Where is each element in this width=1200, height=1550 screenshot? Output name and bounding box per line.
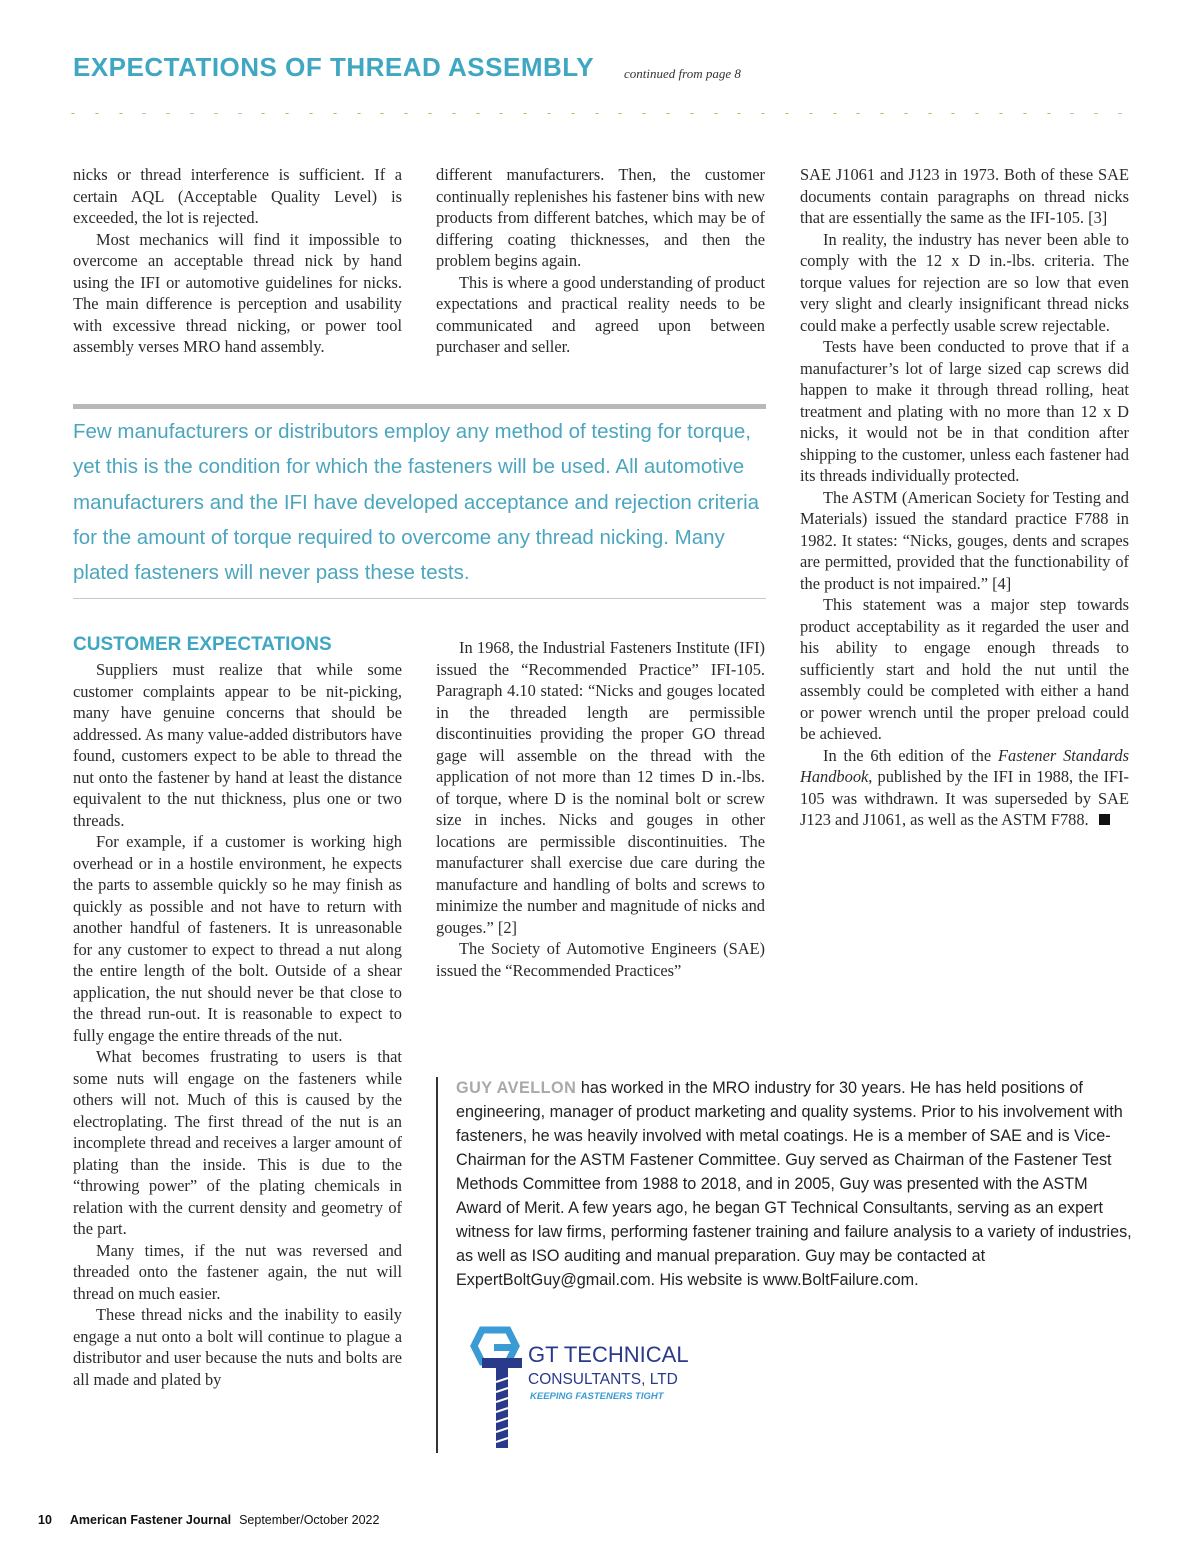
bio-text: has worked in the MRO industry for 30 years. He has held positions of engineering, manager of product marketing and quality systems. Prior to his involvement with fasteners, he was heavily involved with metal coatings. He is a member of SAE and is Vice-Chairman for the ASTM Fastener Committee. Guy served as Chairman of the Fastener Test Methods Committee from 1988 to 2018, and in 2005, Guy was presented with the ASTM Award of Merit. A few years ago, he began GT Technical Consultants, serving as an expert witness for law firms, performing fastener training and failure analysis to a variety of industries, as well as ISO auditing and manual preparation. Guy may be contacted at ExpertBoltGuy@gmail.com. His website is www.BoltFailure.com. xyxy=(456,1079,1132,1289)
column-1-top xyxy=(73,164,402,358)
book-title: Fastener Standards Handbook xyxy=(800,745,1129,786)
divider-dot xyxy=(689,113,695,114)
divider-dot xyxy=(950,113,956,114)
divider-dot xyxy=(379,113,385,114)
divider-dot xyxy=(118,113,124,114)
divider-dot xyxy=(974,113,980,114)
article-title: EXPECTATIONS OF THREAD ASSEMBLY xyxy=(73,52,595,82)
divider-dot xyxy=(165,113,171,114)
divider-dot xyxy=(998,113,1004,114)
paragraph: What becomes frustrating to users is that some nuts will engage on the fasteners while others will not. Much of this is caused by the electroplating. The first thread of the nut is an incomplete thread and receives a larger amount of plating than the inside. This is due to the “throwing power” of the plating chemicals in relation with the current density and geometry of the part. xyxy=(73,1047,402,1238)
paragraph: For example, if a customer is working high overhead or in a hostile environment, he expects the parts to assemble quickly so he may finish as quickly as possible and not have to return with another handful of fasteners. It is unreasonable for any customer to expect to thread a nut along the entire length of the bolt. Outside of a shear application, the nut should never be that close to the thread run-out. It is reasonable to expect to fully engage the entire threads of the nut. xyxy=(73,832,402,1045)
divider-dot xyxy=(1022,113,1028,114)
logo-line-2: CONSULTANTS, LTD xyxy=(528,1371,678,1388)
divider-dot xyxy=(94,113,100,114)
divider-dot xyxy=(451,113,457,114)
divider-dot xyxy=(784,113,790,114)
bio-rule xyxy=(436,1077,438,1453)
journal-name: American Fastener Journal xyxy=(69,1513,232,1527)
paragraph: In reality, the industry has never been able to comply with the 12 x D in.-lbs. criteria. The torque values for rejection are so low that even very slight and clearly insignificant thread nicks could make a perfectly usable screw rejectable. xyxy=(800,229,1129,335)
page-number: 10 xyxy=(38,1513,52,1527)
text-run: , published by the IFI in 1988, the IFI-105 was withdrawn. It was superseded by SAE J123 and J1061, as well as the ASTM F788. xyxy=(800,767,1129,829)
divider-dot xyxy=(808,113,814,114)
divider-dot xyxy=(617,113,623,114)
column-2-bottom xyxy=(436,637,765,981)
divider-dot xyxy=(403,113,409,114)
logo-tagline: KEEPING FASTENERS TIGHT xyxy=(530,1391,664,1402)
page-footer xyxy=(38,1513,379,1527)
end-of-article-mark xyxy=(1099,814,1110,825)
divider-dot xyxy=(546,113,552,114)
logo-graphic xyxy=(456,1326,716,1452)
paragraph: This statement was a major step towards product acceptability as it regarded the user and his ability to engage enough threads to sufficiently start and hold the nut until the assembly could be completed with either a hand or power wrench until the proper preload could be achieved. xyxy=(800,595,1129,743)
divider-dot xyxy=(903,113,909,114)
paragraph: different manufacturers. Then, the customer continually replenishes his fastener bins with new products from different batches, which may be of differing coating thicknesses, and then the problem begins again. xyxy=(436,165,765,270)
paragraph: These thread nicks and the inability to easily engage a nut onto a bolt will continue to plague a distributor and user because the nuts and bolts are all made and plated by xyxy=(73,1305,402,1389)
column-2-top xyxy=(436,164,765,358)
divider-dot xyxy=(1093,113,1099,114)
divider-dot xyxy=(308,113,314,114)
divider-dot xyxy=(760,113,766,114)
divider-dot xyxy=(427,113,433,114)
divider-dot xyxy=(498,113,504,114)
divider-dot xyxy=(70,113,76,114)
divider-dot xyxy=(713,113,719,114)
pull-quote-top-rule xyxy=(73,404,766,409)
pull-quote: Few manufacturers or distributors employ any method of testing for torque, yet this is the condition for which the fasteners will be used. All automotive manufacturers and the IFI have developed acceptance and rejection criteria for the amount of torque required to overcome any thread nicking. Many plated fasteners will never pass these tests. xyxy=(73,420,760,585)
author-name: GUY AVELLON xyxy=(456,1079,577,1097)
divider-dot xyxy=(736,113,742,114)
divider-dot xyxy=(594,113,600,114)
paragraph: This is where a good understanding of product expectations and practical reality needs to be communicated and agreed upon between purchaser and seller. xyxy=(436,272,765,356)
paragraph xyxy=(800,745,1129,831)
logo-line-1: GT TECHNICAL xyxy=(528,1342,689,1367)
divider-dot xyxy=(189,113,195,114)
divider-dot xyxy=(522,113,528,114)
divider-dot xyxy=(855,113,861,114)
paragraph: In 1968, the Industrial Fasteners Institute (IFI) issued the “Recommended Practice” IFI-105. Paragraph 4.10 stated: “Nicks and gouges located in the threaded length are permissible discontinuities providing the proper GO thread gage will assemble on the thread with the application of not more than 12 times D in.-lbs. of torque, where D is the nominal bolt or screw size in inches. Nicks and gouges in other locations are permissible discontinuities. The manufacturer shall exercise due care during the manufacture and handling of bolts and screws to minimize the number and magnitude of nicks and gouges.” [2] xyxy=(436,638,765,937)
paragraph: Suppliers must realize that while some customer complaints appear to be nit-picking, many have genuine concerns that should be addressed. As many value-added distributors have found, customers expect to be able to thread the nut onto the fastener by hand at least the distance equivalent to the nut thickness, plus one or two threads. xyxy=(73,660,402,830)
issue-date: September/October 2022 xyxy=(239,1513,380,1527)
divider-dot xyxy=(570,113,576,114)
paragraph: The Society of Automotive Engineers (SAE) issued the “Recommended Practices” xyxy=(436,939,765,980)
paragraph: The ASTM (American Society for Testing and Materials) issued the standard practice F788 in 1982. It states: “Nicks, gouges, dents and scrapes are permitted, provided that the functionability of the product is not impaired.” [4] xyxy=(800,487,1129,593)
divider-dot xyxy=(879,113,885,114)
paragraph: Tests have been conducted to prove that if a manufacturer’s lot of large sized cap screws did happen to make it through thread rolling, heat treatment and plating with no more than 12 x D nicks, it would not be in that condition after shipping to the customer, unless each fastener had its threads individually protected. xyxy=(800,337,1129,485)
column-1-bottom xyxy=(73,659,402,1390)
divider-dot xyxy=(641,113,647,114)
paragraph: Most mechanics will find it impossible to overcome an acceptable thread nick by hand using the IFI or automotive guidelines for nicks. The main difference is perception and usability with excessive thread nicking, or power tool assembly verses MRO hand assembly. xyxy=(73,229,402,356)
dotted-divider xyxy=(70,106,1138,114)
divider-dot xyxy=(237,113,243,114)
section-heading: CUSTOMER EXPECTATIONS xyxy=(73,634,332,655)
divider-dot xyxy=(475,113,481,114)
author-bio xyxy=(456,1076,1134,1292)
logo-bolt-head xyxy=(482,1358,522,1368)
divider-dot xyxy=(356,113,362,114)
paragraph: nicks or thread interference is sufficient. If a certain AQL (Acceptable Quality Level) is exceeded, the lot is rejected. xyxy=(73,165,402,227)
divider-dot xyxy=(284,113,290,114)
divider-dot xyxy=(1069,113,1075,114)
paragraph: Many times, if the nut was reversed and threaded onto the fastener again, the nut will thread on much easier. xyxy=(73,1240,402,1303)
pull-quote-bottom-rule xyxy=(73,598,766,599)
divider-dot xyxy=(260,113,266,114)
paragraph: SAE J1061 and J123 in 1973. Both of these SAE documents contain paragraphs on thread nicks that are essentially the same as the IFI-105. [3] xyxy=(800,165,1129,227)
continued-note: continued from page 8 xyxy=(624,66,741,81)
divider-dot xyxy=(1117,113,1123,114)
divider-dot xyxy=(832,113,838,114)
company-logo xyxy=(456,1326,716,1452)
text-run: In the 6th edition of the xyxy=(823,745,998,765)
divider-dot xyxy=(332,113,338,114)
column-3 xyxy=(800,164,1129,831)
divider-dot xyxy=(665,113,671,114)
divider-dot xyxy=(1046,113,1052,114)
divider-dot xyxy=(141,113,147,114)
divider-dot xyxy=(927,113,933,114)
logo-g-bar xyxy=(494,1344,516,1351)
divider-dot xyxy=(213,113,219,114)
